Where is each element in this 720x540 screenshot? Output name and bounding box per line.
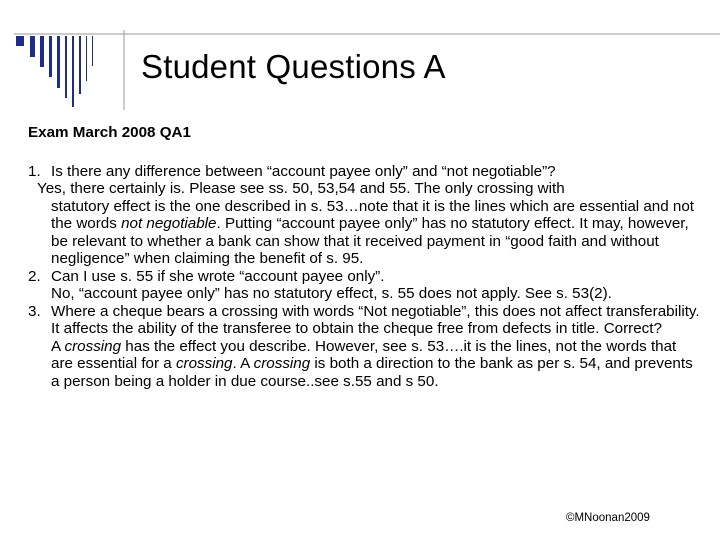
answer-text: has the effect you describe. However, see s. 53….it is the lines, not the words that are essential for a <box>51 337 677 372</box>
question-text: Can I use s. 55 if she wrote “account payee only”. <box>51 267 385 285</box>
answer-text: . A <box>232 355 254 372</box>
answer-first-line: Yes, there certainly is. Please see ss. 50, 53,54 and 55. The only crossing with <box>37 180 565 197</box>
question-3 <box>28 303 700 338</box>
answer-text: A <box>51 337 65 355</box>
answer-emphasis: crossing <box>64 337 122 355</box>
question-number: 3. <box>28 302 41 320</box>
question-text: Is there any difference between “account payee only” and “not negotiable”? <box>51 162 556 180</box>
answer-1 <box>28 180 700 268</box>
answer-text: is both a direction to the bank as per s. 54, and prevents a person being a holder in due course..see s.55 and s 50. <box>51 355 693 390</box>
slide-body <box>28 124 700 390</box>
question-1 <box>28 163 700 181</box>
answer-emphasis: crossing <box>253 355 311 372</box>
answer-emphasis: not negotiable <box>121 215 217 232</box>
answer-text: statutory effect is the one described in s. 53…note that it is the lines which are essential and not the words <box>51 197 695 232</box>
answer-text: . Putting “account payee only” has no statutory effect. It may, however, be relevant to whether a bank can show that it received payment in “good faith and without negligence” when claiming the benefit of s. 95. <box>51 215 689 267</box>
barcode-stripes <box>16 36 93 107</box>
copyright-footer: ©MNoonan2009 <box>566 512 650 524</box>
exam-subtitle: Exam March 2008 QA1 <box>28 124 191 141</box>
question-text: Where a cheque bears a crossing with words “Not negotiable”, this does not affect transferability. It affects the ability of the transferee to obtain the cheque free from defects in title. Correct? <box>51 302 700 337</box>
answer-2 <box>28 285 700 303</box>
slide-title: Student Questions A <box>141 48 446 85</box>
question-number: 2. <box>28 267 41 285</box>
question-number: 1. <box>28 162 41 180</box>
answer-3 <box>28 338 700 391</box>
question-2 <box>28 268 700 286</box>
answer-emphasis: crossing <box>175 355 233 372</box>
answer-text: No, “account payee only” has no statutory effect, s. 55 does not apply. See s. 53(2). <box>51 285 612 302</box>
